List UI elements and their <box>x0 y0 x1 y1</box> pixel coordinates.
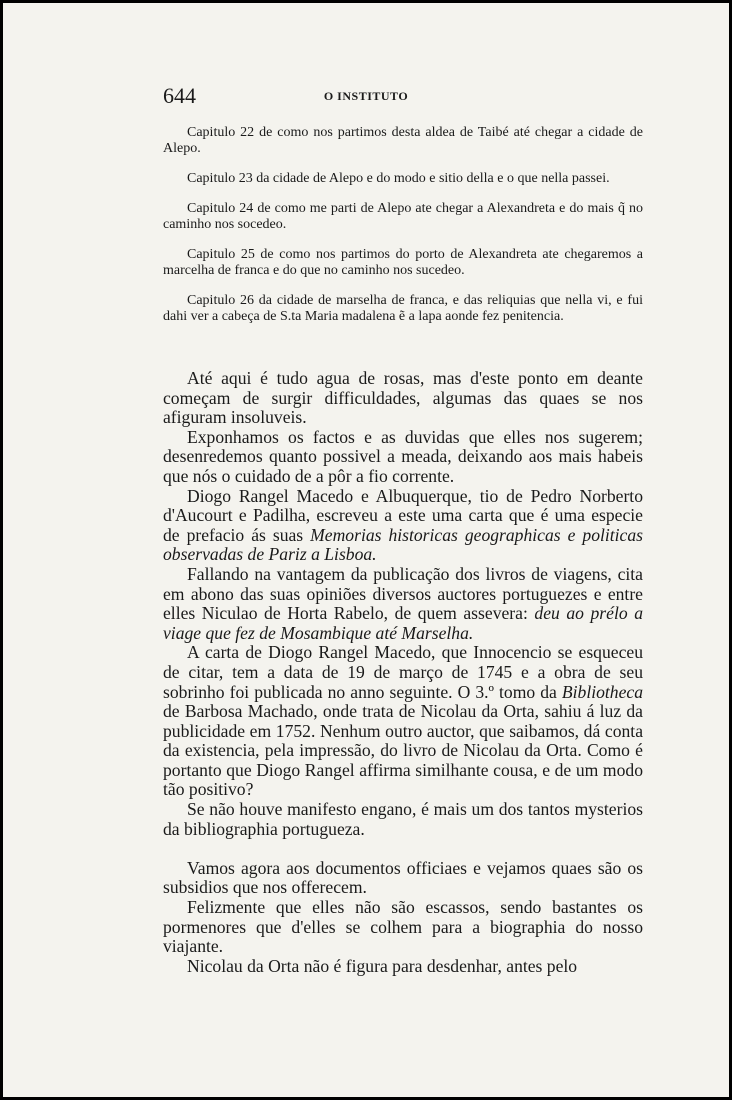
paragraph-5-text-b: de Barbosa Machado, onde trata de Nicolau da Orta, sahiu á luz da publicidade em 1752. Nenhum outro auctor, que saibamos, dá conta da existencia, pela impressão, do livro de Nicolau da Orta. Como é portanto que Diogo Rangel affirma similhante cousa, e de um modo tão positivo? <box>163 701 643 800</box>
paragraph-2: Exponhamos os factos e as duvidas que elles nos sugerem; desenredemos quanto possivel a meada, deixando aos mais habeis que nós o cuidado de a pôr a fio corrente. <box>163 426 643 486</box>
chapter-24: Capitulo 24 de como me parti de Alepo ate chegar a Alexandreta e do mais q̃ no caminho nos socedeo. <box>163 201 643 232</box>
body-text <box>163 369 643 976</box>
paragraph-9: Nicolau da Orta não é figura para desdenhar, antes pelo <box>187 955 578 976</box>
paragraph-5 <box>163 643 643 800</box>
paragraph-5-text-a: A carta de Diogo Rangel Macedo, que Innocencio se esqueceu de citar, tem a data de 19 de março de 1745 e a obra de seu sobrinho foi publicada no anno seguinte. O 3.º tomo da <box>163 642 643 702</box>
paragraph-4-text: Fallando na vantagem da publicação dos livros de viagens, cita em abono das suas opiniões diversos auctores portuguezes e entre elles Niculao de Horta Rabelo, de quem assevera: <box>163 563 643 624</box>
paragraph-8: Felizmente que elles não são escassos, sendo bastantes os pormenores que d'elles se colhem para a biographia do nosso viajante. <box>163 897 643 957</box>
chapter-list <box>163 125 643 339</box>
paragraph-4 <box>163 565 643 643</box>
chapter-23: Capitulo 23 da cidade de Alepo e do modo e sitio della e o que nella passei. <box>187 171 610 186</box>
page-number: 644 <box>163 83 196 108</box>
paragraph-1: Até aqui é tudo agua de rosas, mas d'este ponto em deante começam de surgir difficuldades, algumas das quaes se nos afiguram insoluveis. <box>163 368 643 428</box>
paragraph-3 <box>163 487 643 565</box>
running-title: O INSTITUTO <box>323 89 409 103</box>
bibliotheca-title: Bibliotheca <box>561 681 643 702</box>
memorias-title: Memorias historicas geographicas e politicas observadas de Pariz a Lisboa. <box>163 524 643 565</box>
page-header <box>3 83 729 109</box>
book-page <box>3 3 729 1097</box>
chapter-25: Capitulo 25 de como nos partimos do porto de Alexandreta ate chegaremos a marcelha de franca e do que no caminho nos sucedeo. <box>163 247 643 278</box>
paragraph-7: Vamos agora aos documentos officiaes e vejamos quaes são os subsidios que nos offerecem. <box>163 857 643 898</box>
paragraph-6: Se não houve manifesto engano, é mais um dos tantos mysterios da bibliographia portugueza. <box>163 799 643 839</box>
chapter-22: Capitulo 22 de como nos partimos desta aldea de Taibé até chegar a cidade de Alepo. <box>163 125 643 156</box>
quotation: deu ao prélo a viage que fez de Mosambique até Marselha. <box>163 603 643 643</box>
chapter-26: Capitulo 26 da cidade de marselha de franca, e das reliquias que nella vi, e fui dahi ver a cabeça de S.ta Maria madalena ẽ a lapa aonde fez penitencia. <box>163 293 643 324</box>
paragraph-3-text: Diogo Rangel Macedo e Albuquerque, tio de Pedro Norberto d'Aucourt e Padilha, escreveu a este uma carta que é uma especie de prefacio ás suas <box>163 485 643 545</box>
